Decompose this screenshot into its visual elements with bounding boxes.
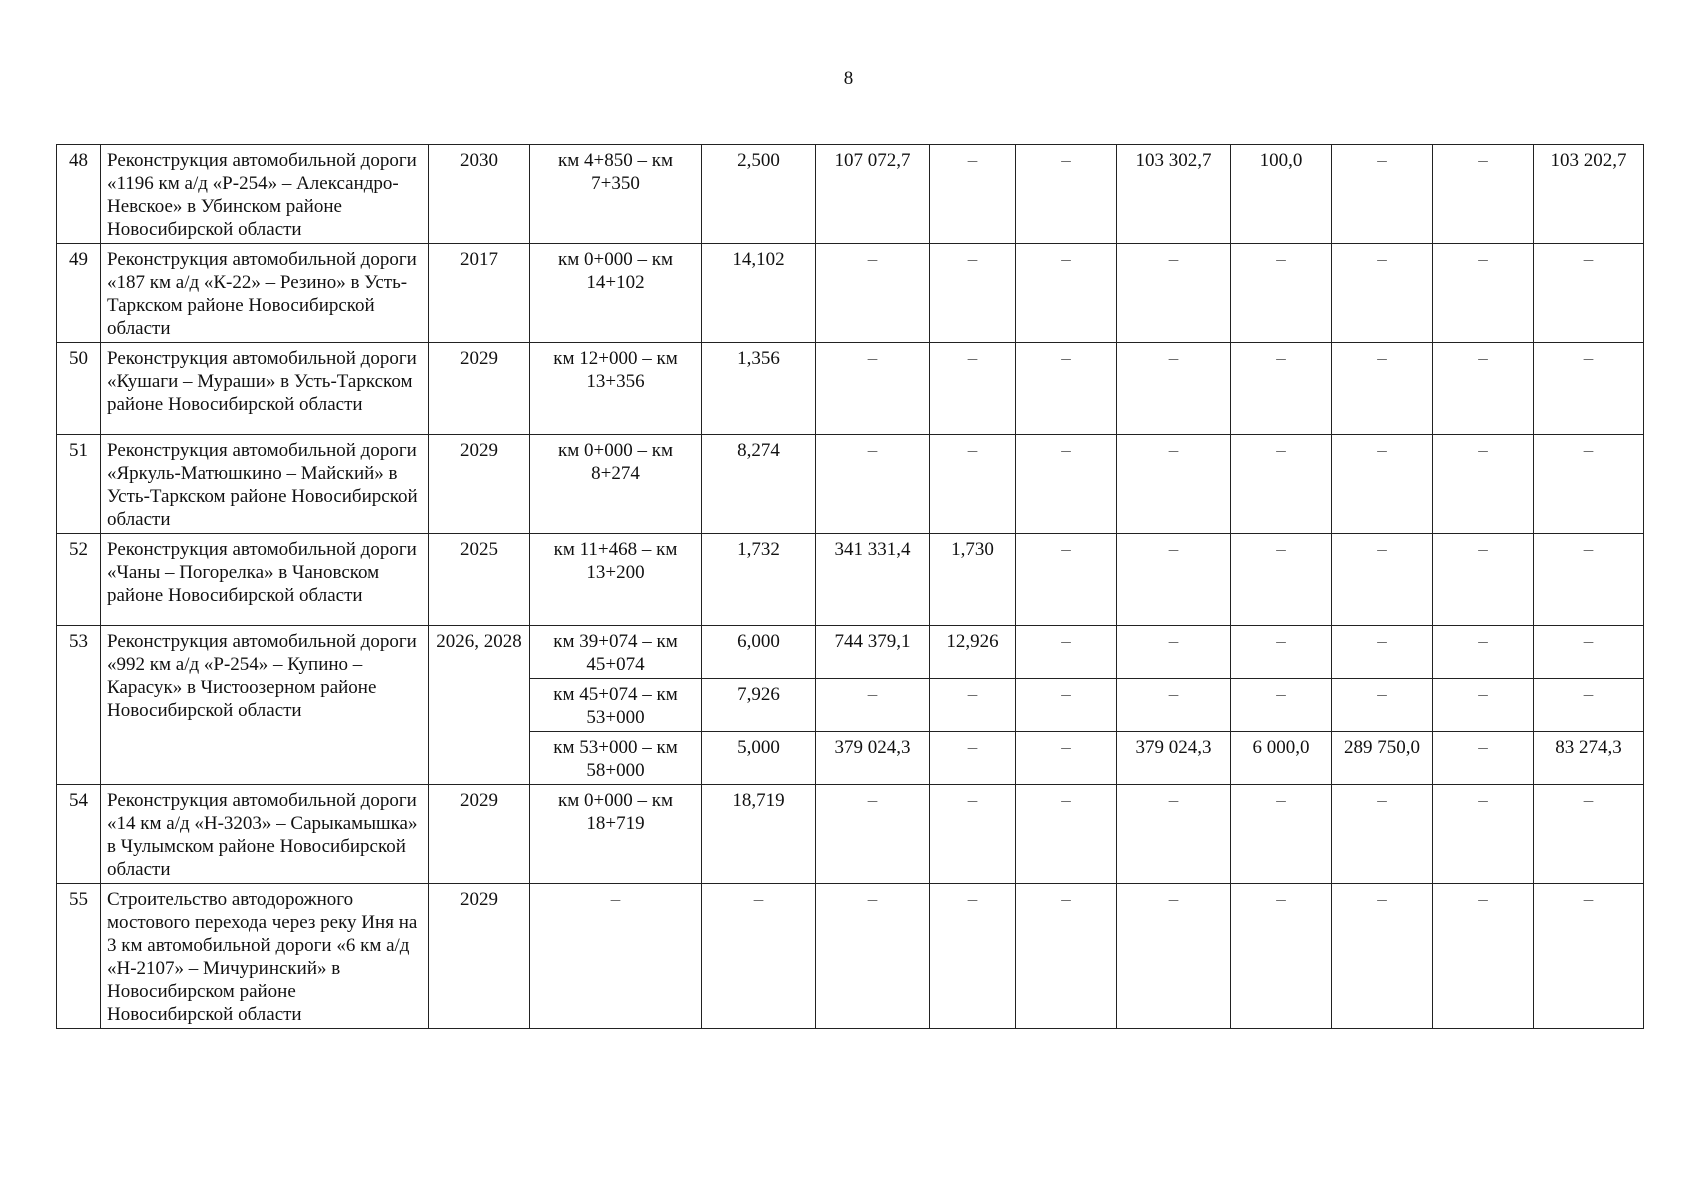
value-cell-3: – xyxy=(1016,732,1117,785)
km-range: км 53+000 – км 58+000 xyxy=(530,732,702,785)
table-row xyxy=(57,343,1644,435)
row-number: 50 xyxy=(57,343,101,435)
table-row xyxy=(57,435,1644,534)
value-cell-3: – xyxy=(1016,884,1117,1029)
value-cell-8: – xyxy=(1534,534,1644,626)
value-cell-5: – xyxy=(1231,534,1332,626)
value-cell-4: – xyxy=(1117,244,1231,343)
value-cell-6: – xyxy=(1332,884,1433,1029)
km-range: км 0+000 – км 14+102 xyxy=(530,244,702,343)
value-cell-3: – xyxy=(1016,785,1117,884)
year: 2029 xyxy=(429,884,530,1029)
value-cell-6: – xyxy=(1332,534,1433,626)
value-cell-2: – xyxy=(930,435,1016,534)
value-cell-1: 341 331,4 xyxy=(816,534,930,626)
value-cell-7: – xyxy=(1433,534,1534,626)
value-cell-4: – xyxy=(1117,435,1231,534)
value-cell-8: – xyxy=(1534,679,1644,732)
year: 2030 xyxy=(429,145,530,244)
value-cell-7: – xyxy=(1433,884,1534,1029)
value-cell-5: – xyxy=(1231,785,1332,884)
value-cell-7: – xyxy=(1433,244,1534,343)
km-range: км 11+468 – км 13+200 xyxy=(530,534,702,626)
object-name: Реконструкция автомобильной дороги «187 км а/д «К-22» – Резино» в Усть-Таркском районе Новосибирской области xyxy=(101,244,429,343)
km-range: км 0+000 – км 18+719 xyxy=(530,785,702,884)
value-cell-3: – xyxy=(1016,145,1117,244)
year: 2029 xyxy=(429,785,530,884)
value-cell-6: 289 750,0 xyxy=(1332,732,1433,785)
object-name: Реконструкция автомобильной дороги «Яркуль-Матюшкино – Майский» в Усть-Таркском районе Новосибирской области xyxy=(101,435,429,534)
km-range: – xyxy=(530,884,702,1029)
road-reconstruction-table xyxy=(56,144,1644,1029)
value-cell-1: 107 072,7 xyxy=(816,145,930,244)
value-cell-5: – xyxy=(1231,626,1332,679)
year: 2029 xyxy=(429,343,530,435)
value-cell-4: 103 302,7 xyxy=(1117,145,1231,244)
object-name: Реконструкция автомобильной дороги «992 км а/д «Р-254» – Купино – Карасук» в Чистоозерном районе Новосибирской области xyxy=(101,626,429,785)
value-cell-1: – xyxy=(816,884,930,1029)
value-cell-8: – xyxy=(1534,244,1644,343)
value-cell-3: – xyxy=(1016,244,1117,343)
value-cell-5: – xyxy=(1231,343,1332,435)
value-cell-7: – xyxy=(1433,343,1534,435)
value-cell-3: – xyxy=(1016,534,1117,626)
value-cell-6: – xyxy=(1332,145,1433,244)
value-cell-8: – xyxy=(1534,343,1644,435)
km-range: км 0+000 – км 8+274 xyxy=(530,435,702,534)
value-cell-5: 6 000,0 xyxy=(1231,732,1332,785)
value-cell-2: 1,730 xyxy=(930,534,1016,626)
row-number: 53 xyxy=(57,626,101,785)
row-number: 54 xyxy=(57,785,101,884)
km-range: км 45+074 – км 53+000 xyxy=(530,679,702,732)
object-name: Реконструкция автомобильной дороги «Кушаги – Мураши» в Усть-Таркском районе Новосибирской области xyxy=(101,343,429,435)
km-range: км 12+000 – км 13+356 xyxy=(530,343,702,435)
value-cell-7: – xyxy=(1433,732,1534,785)
object-name: Реконструкция автомобильной дороги «1196 км а/д «Р-254» – Александро-Невское» в Убинском районе Новосибирской области xyxy=(101,145,429,244)
value-cell-8: – xyxy=(1534,785,1644,884)
object-name: Строительство автодорожного мостового перехода через реку Иня на 3 км автомобильной дороги «6 км а/д «Н-2107» – Мичуринский» в Новосибирском районе Новосибирской области xyxy=(101,884,429,1029)
value-cell-4: 379 024,3 xyxy=(1117,732,1231,785)
value-cell-1: – xyxy=(816,343,930,435)
value-cell-4: – xyxy=(1117,679,1231,732)
km-range: км 4+850 – км 7+350 xyxy=(530,145,702,244)
value-cell-7: – xyxy=(1433,626,1534,679)
page-number: 8 xyxy=(843,68,854,89)
table-row xyxy=(57,145,1644,244)
value-cell-6: – xyxy=(1332,785,1433,884)
value-cell-2: – xyxy=(930,732,1016,785)
value-cell-2: – xyxy=(930,145,1016,244)
row-number: 51 xyxy=(57,435,101,534)
value-cell-4: – xyxy=(1117,785,1231,884)
table-row xyxy=(57,534,1644,626)
row-number: 55 xyxy=(57,884,101,1029)
value-cell-6: – xyxy=(1332,679,1433,732)
value-cell-6: – xyxy=(1332,626,1433,679)
value-cell-1: – xyxy=(816,679,930,732)
value-cell-1: – xyxy=(816,785,930,884)
value-cell-2: – xyxy=(930,785,1016,884)
length-km: – xyxy=(702,884,816,1029)
value-cell-6: – xyxy=(1332,244,1433,343)
table-row xyxy=(57,785,1644,884)
value-cell-8: 103 202,7 xyxy=(1534,145,1644,244)
length-km: 1,732 xyxy=(702,534,816,626)
year: 2017 xyxy=(429,244,530,343)
year: 2025 xyxy=(429,534,530,626)
value-cell-5: – xyxy=(1231,679,1332,732)
value-cell-7: – xyxy=(1433,679,1534,732)
value-cell-4: – xyxy=(1117,626,1231,679)
value-cell-7: – xyxy=(1433,435,1534,534)
value-cell-5: – xyxy=(1231,244,1332,343)
value-cell-3: – xyxy=(1016,679,1117,732)
length-km: 14,102 xyxy=(702,244,816,343)
table-row xyxy=(57,884,1644,1029)
value-cell-4: – xyxy=(1117,343,1231,435)
year: 2026, 2028 xyxy=(429,626,530,785)
object-name: Реконструкция автомобильной дороги «14 км а/д «Н-3203» – Сарыкамышка» в Чулымском районе Новосибирской области xyxy=(101,785,429,884)
row-number: 52 xyxy=(57,534,101,626)
value-cell-1: – xyxy=(816,435,930,534)
value-cell-5: – xyxy=(1231,884,1332,1029)
row-number: 48 xyxy=(57,145,101,244)
object-name: Реконструкция автомобильной дороги «Чаны – Погорелка» в Чановском районе Новосибирской области xyxy=(101,534,429,626)
value-cell-6: – xyxy=(1332,343,1433,435)
value-cell-3: – xyxy=(1016,626,1117,679)
length-km: 8,274 xyxy=(702,435,816,534)
km-range: км 39+074 – км 45+074 xyxy=(530,626,702,679)
value-cell-2: – xyxy=(930,679,1016,732)
value-cell-8: – xyxy=(1534,626,1644,679)
table-row xyxy=(57,244,1644,343)
value-cell-4: – xyxy=(1117,884,1231,1029)
value-cell-2: 12,926 xyxy=(930,626,1016,679)
value-cell-6: – xyxy=(1332,435,1433,534)
value-cell-2: – xyxy=(930,343,1016,435)
value-cell-8: 83 274,3 xyxy=(1534,732,1644,785)
value-cell-5: – xyxy=(1231,435,1332,534)
length-km: 5,000 xyxy=(702,732,816,785)
value-cell-7: – xyxy=(1433,145,1534,244)
length-km: 2,500 xyxy=(702,145,816,244)
value-cell-3: – xyxy=(1016,343,1117,435)
year: 2029 xyxy=(429,435,530,534)
value-cell-8: – xyxy=(1534,435,1644,534)
value-cell-3: – xyxy=(1016,435,1117,534)
value-cell-8: – xyxy=(1534,884,1644,1029)
length-km: 1,356 xyxy=(702,343,816,435)
value-cell-5: 100,0 xyxy=(1231,145,1332,244)
table-row xyxy=(57,626,1644,679)
value-cell-4: – xyxy=(1117,534,1231,626)
length-km: 6,000 xyxy=(702,626,816,679)
length-km: 7,926 xyxy=(702,679,816,732)
value-cell-2: – xyxy=(930,884,1016,1029)
value-cell-1: – xyxy=(816,244,930,343)
value-cell-1: 744 379,1 xyxy=(816,626,930,679)
length-km: 18,719 xyxy=(702,785,816,884)
row-number: 49 xyxy=(57,244,101,343)
value-cell-1: 379 024,3 xyxy=(816,732,930,785)
value-cell-7: – xyxy=(1433,785,1534,884)
value-cell-2: – xyxy=(930,244,1016,343)
